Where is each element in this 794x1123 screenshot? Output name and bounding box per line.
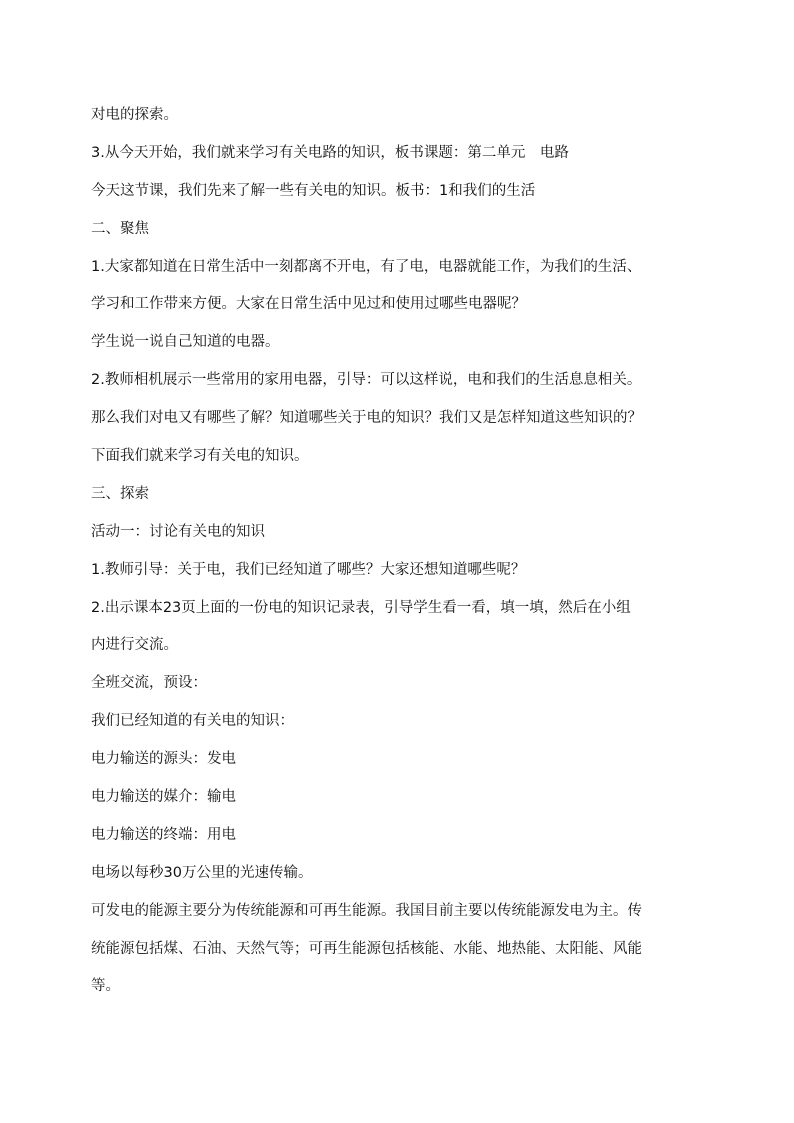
document-body bbox=[91, 102, 711, 1011]
text-line: 我们已经知道的有关电的知识： bbox=[91, 713, 294, 730]
text-line: 下面我们就来学习有关电的知识。 bbox=[91, 448, 309, 465]
text-line: 今天这节课，我们先来了解一些有关电的知识。板书：1和我们的生活 bbox=[91, 182, 536, 199]
text-line: 等。 bbox=[91, 978, 120, 995]
text-line: 1.大家都知道在日常生活中一刻都离不开电，有了电，电器就能工作，为我们的生活、 bbox=[91, 258, 642, 275]
text-line: 学生说一说自己知道的电器。 bbox=[91, 334, 280, 351]
text-line: 那么我们对电又有哪些了解？知道哪些关于电的知识？我们又是怎样知道这些知识的？ bbox=[91, 410, 642, 427]
text-line: 电力输送的媒介：输电 bbox=[91, 789, 236, 806]
text-line: 可发电的能源主要分为传统能源和可再生能源。我国目前主要以传统能源发电为主。传 bbox=[91, 902, 642, 919]
activity-heading: 活动一：讨论有关电的知识 bbox=[91, 523, 265, 540]
text-line: 电场以每秒30万公里的光速传输。 bbox=[91, 864, 313, 881]
text-line: 1.教师引导：关于电，我们已经知道了哪些？大家还想知道哪些呢？ bbox=[91, 561, 526, 578]
text-line: 电力输送的源头：发电 bbox=[91, 751, 236, 768]
section-heading: 三、探索 bbox=[91, 485, 149, 502]
text-line: 3.从今天开始，我们就来学习有关电路的知识，板书课题：第二单元 电路 bbox=[91, 144, 569, 161]
text-line: 电力输送的终端：用电 bbox=[91, 826, 236, 843]
text-line: 学习和工作带来方便。大家在日常生活中见过和使用过哪些电器呢？ bbox=[91, 296, 526, 313]
section-heading: 二、聚焦 bbox=[91, 220, 149, 237]
text-line: 对电的探索。 bbox=[91, 107, 178, 123]
text-line: 内进行交流。 bbox=[91, 637, 178, 654]
text-line: 全班交流，预设： bbox=[91, 675, 207, 692]
text-line: 统能源包括煤、石油、天然气等；可再生能源包括核能、水能、地热能、太阳能、风能 bbox=[91, 940, 642, 957]
text-line: 2.教师相机展示一些常用的家用电器，引导：可以这样说，电和我们的生活息息相关。 bbox=[91, 372, 642, 389]
text-line: 2.出示课本23页上面的一份电的知识记录表，引导学生看一看，填一填，然后在小组 bbox=[91, 599, 631, 616]
